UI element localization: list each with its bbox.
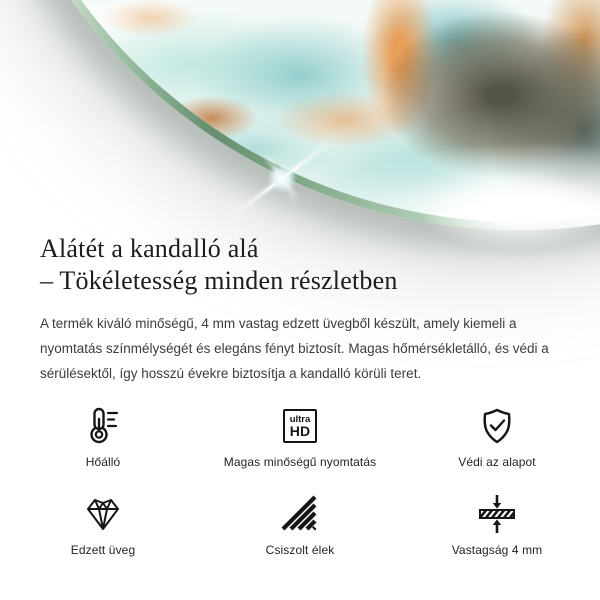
- feature-high-quality-print: [206, 398, 394, 486]
- shield-check-icon: [477, 406, 517, 446]
- diamond-icon: [83, 494, 123, 534]
- feature-heat-resistant: [0, 398, 206, 486]
- feature-tempered-glass: [0, 486, 206, 570]
- feature-thickness: [394, 486, 600, 570]
- thermometer-icon: [83, 406, 123, 446]
- page-title: [40, 233, 398, 297]
- feature-label: Hőálló: [85, 455, 121, 469]
- features-grid: [0, 398, 600, 570]
- feature-label: Csiszolt élek: [265, 543, 335, 557]
- feature-label: Edzett üveg: [70, 543, 136, 557]
- sparkle-glow: [267, 163, 297, 193]
- ultra-hd-badge-bottom: HD: [289, 422, 311, 439]
- feature-polished-edges: [206, 486, 394, 570]
- thickness-icon: [477, 494, 517, 534]
- ultra-hd-badge-top: ultra: [289, 413, 311, 425]
- feature-protects-base: [394, 398, 600, 486]
- glass-edge-highlight: [382, 158, 600, 260]
- feature-label: Magas minőségű nyomtatás: [223, 455, 377, 469]
- feature-label: Védi az alapot: [458, 455, 536, 469]
- ultra-hd-icon: [283, 406, 317, 446]
- polished-edges-icon: [280, 494, 320, 534]
- page-title-line1: Alátét a kandalló alá: [40, 234, 259, 263]
- feature-label: Vastagság 4 mm: [451, 543, 543, 557]
- product-description: A termék kiváló minőségű, 4 mm vastag edzett üvegből készült, amely kiemeli a nyomtatás színmélységét és elegáns fényt biztosít. Magas hőmérsékletálló, és védi a sérülésektől, így hosszú évekre biztosítja a kandalló körüli teret.: [40, 316, 549, 381]
- page-title-line2: – Tökéletesség minden részletben: [40, 266, 398, 295]
